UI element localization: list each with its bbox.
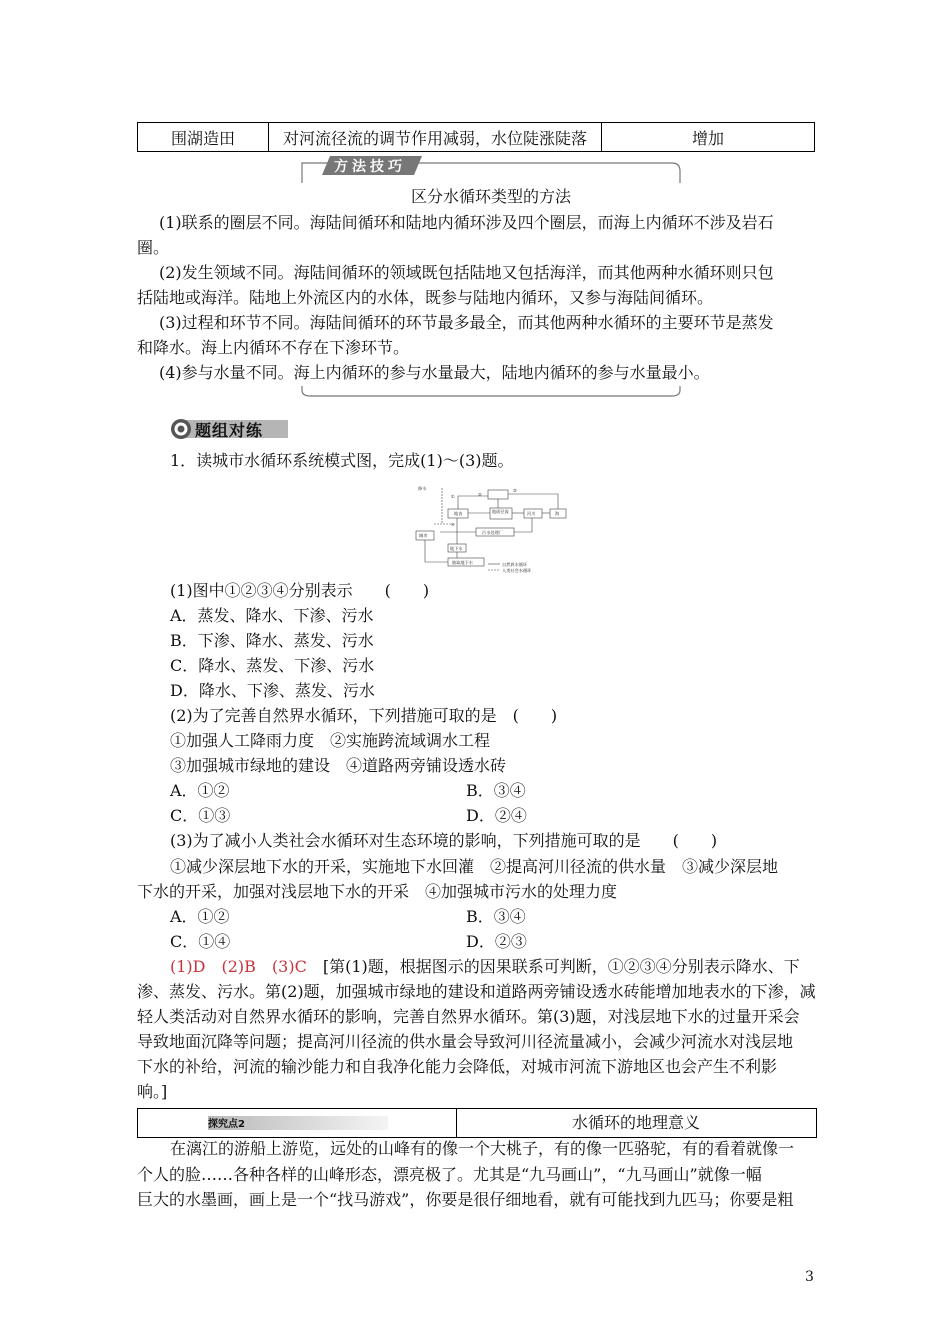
option: C．①④: [170, 932, 231, 951]
statement: ①加强人工降雨力度 ②实施跨流域调水工程: [170, 731, 491, 750]
diagram-label: 河川: [527, 511, 536, 516]
diagram-label: 地面径流: [492, 509, 509, 514]
legend-item: 人类社会水循环: [502, 568, 532, 573]
option: B．③④: [466, 781, 526, 800]
diagram-label: ②: [478, 492, 482, 497]
option: A．①②: [170, 781, 230, 800]
sub-question-2: (2)为了完善自然界水循环，下列措施可取的是 ( ): [170, 706, 558, 725]
diagram-label: 城市: [419, 533, 428, 538]
diagram-label: 污水处理厂: [482, 530, 503, 535]
option: B．下渗、降水、蒸发、污水: [170, 631, 374, 650]
legend-item: 自然界水循环: [502, 562, 528, 567]
diagram-label: ④: [451, 522, 455, 527]
answer-line: 渗、蒸发、污水。第(2)题，加强城市绿地的建设和道路两旁铺设透水砖能增加地表水的下渗，减: [137, 982, 816, 1001]
paragraph-line: 个人的脸……各种各样的山峰形态，漂亮极了。尤其是“九马画山”，“九马画山”就像一幅: [137, 1165, 762, 1184]
answer-line: 轻人类活动对自然界水循环的影响，完善自然界水循环。第(3)题，对浅层地下水的过量开采会: [137, 1007, 800, 1026]
answer-line: [170, 956, 800, 978]
statement: ③加强城市绿地的建设 ④道路两旁铺设透水砖: [170, 756, 507, 775]
table-row: [138, 123, 815, 152]
option: A．①②: [170, 907, 230, 926]
method-line: (3)过程和环节不同。海陆间循环的环节最多最全，而其他两种水循环的主要环节是蒸发: [159, 313, 774, 332]
diagram-label: ①: [451, 494, 455, 499]
method-line: (2)发生领域不同。海陆间循环的领域既包括陆地又包括海洋，而其他两种水循环则只包: [159, 263, 774, 282]
answer-line: 响。]: [137, 1082, 168, 1101]
diagram-label: 降水: [418, 486, 427, 491]
method-badge: 方法技巧: [334, 159, 406, 175]
statement: ①减少深层地下水的开采，实施地下水回灌 ②提高河川径流的供水量 ③减少深层地: [170, 857, 779, 876]
diagram-label: 海: [555, 511, 560, 516]
answer-key: (1)D (2)B (3)C: [170, 957, 307, 976]
paragraph-line: 在漓江的游船上游览，远处的山峰有的像一个大桃子，有的像一匹骆驼，有的看着就像一: [170, 1139, 795, 1158]
option: D．降水、下渗、蒸发、污水: [170, 681, 375, 700]
method-line: 圈。: [137, 238, 170, 257]
sub-question-1: (1)图中①②③④分别表示 ( ): [170, 581, 430, 600]
option: D．②③: [466, 932, 527, 951]
table-cell: 对河流径流的调节作用减弱，水位陡涨陡落: [269, 123, 602, 152]
option: D．②④: [466, 806, 527, 825]
method-line: 括陆地或海洋。陆地上外流区内的水体，既参与陆地内循环，又参与海陆间循环。: [137, 288, 714, 307]
option: C．降水、蒸发、下渗、污水: [170, 656, 375, 675]
method-title: 区分水循环类型的方法: [411, 187, 572, 206]
table-cell: 增加: [602, 123, 815, 152]
method-line: (1)联系的圈层不同。海陆间循环和陆地内循环涉及四个圈层，而海上内循环不涉及岩石: [159, 213, 774, 232]
option: B．③④: [466, 907, 526, 926]
answer-explanation: [第(1)题，根据图示的因果联系可判断，①②③④分别表示降水、下: [322, 957, 800, 976]
section-title: 水循环的地理意义: [571, 1113, 700, 1132]
comparison-table: [137, 122, 815, 152]
statement: 下水的开采，加强对浅层地下水的开采 ④加强城市污水的处理力度: [137, 882, 618, 901]
method-box-bottom-border: [300, 384, 682, 400]
method-line: 和降水。海上内循环不存在下渗环节。: [137, 338, 410, 357]
diagram-label: ③: [513, 488, 517, 493]
answer-line: 下水的补给，河流的输沙能力和自我净化能力会降低，对城市河流下游地区也会产生不利影: [137, 1057, 778, 1076]
page-number: 3: [805, 1269, 814, 1285]
exercise-badge: 题组对练: [195, 421, 264, 440]
sub-question-3: (3)为了减小人类社会水循环对生态环境的影响，下列措施可取的是 ( ): [170, 831, 718, 850]
method-line: (4)参与水量不同。海上内循环的参与水量最大，陆地内循环的参与水量最小。: [159, 363, 710, 382]
answer-line: 导致地面沉降等问题；提高河川径流的供水量会导致河川径流量减小，会减少河流水对浅层地: [137, 1032, 794, 1051]
section-header: [137, 1108, 817, 1138]
diagram-label: 地表: [454, 511, 463, 516]
water-cycle-diagram: [412, 484, 580, 574]
table-cell: 围湖造田: [138, 123, 269, 152]
option: C．①③: [170, 806, 231, 825]
option: A．蒸发、降水、下渗、污水: [170, 606, 374, 625]
diagram-label: 抽取地下水: [452, 560, 473, 565]
section-tag-cell: [138, 1109, 457, 1137]
diagram-label: 地下水: [450, 546, 463, 551]
question-1: 1．读城市水循环系统模式图，完成(1)～(3)题。: [170, 451, 514, 470]
section-tag: 探究点2: [208, 1119, 245, 1130]
paragraph-line: 巨大的水墨画，画上是一个“找马游戏”，你要是很仔细地看，就有可能找到九匹马；你要是粗: [137, 1190, 794, 1209]
